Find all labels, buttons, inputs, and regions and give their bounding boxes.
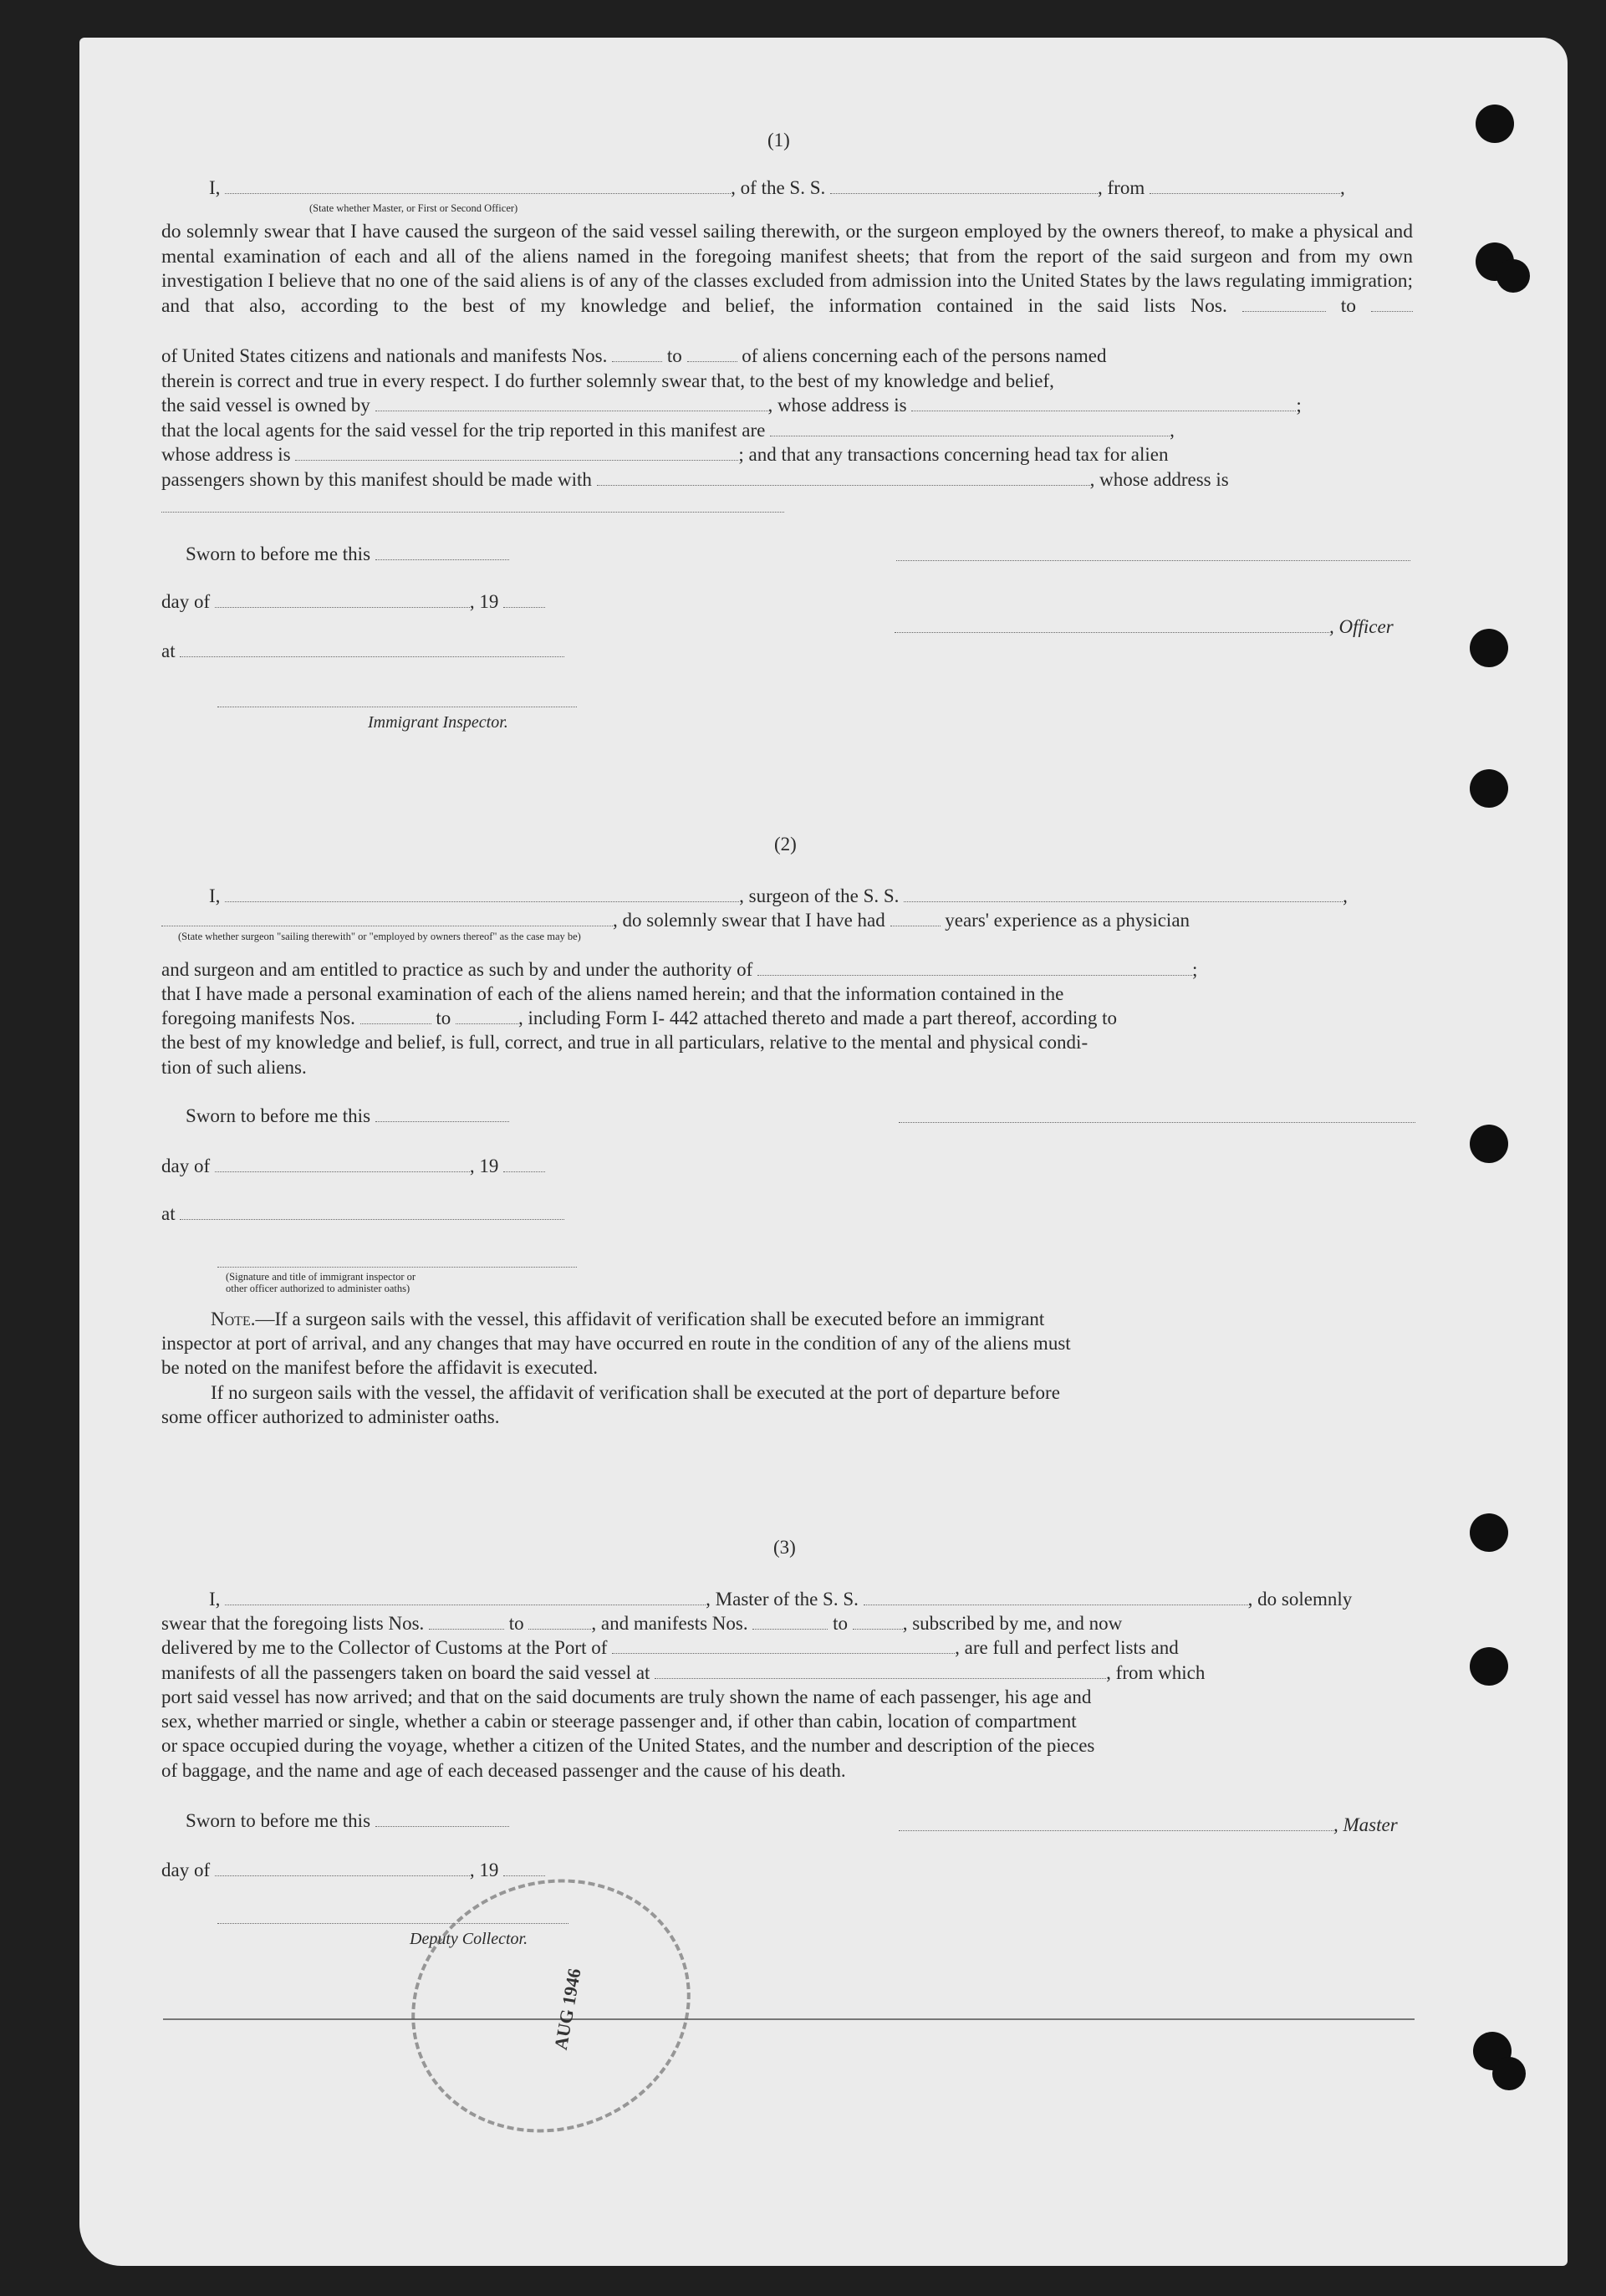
section-1-officer-note: (State whether Master, or First or Second Officer) [309, 202, 518, 214]
section-1-line-cont1: of United States citizens and nationals and manifests Nos. to of aliens concerning each of the persons named [161, 345, 1107, 366]
section-2-authority: and surgeon and am entitled to practice as such by and under the authority of ; [161, 959, 1198, 980]
punch-hole [1470, 1647, 1508, 1686]
section-2-sig-note-2: other officer authorized to administer oaths) [226, 1283, 410, 1294]
section-3-line-2: swear that the foregoing lists Nos. to , and manifests Nos. to , subscribed by me, and now [161, 1613, 1123, 1634]
section-1-local-agents: that the local agents for the said vessel for the trip reported in this manifest are , [161, 420, 1175, 441]
section-2-note-5: some officer authorized to administer oaths. [161, 1406, 500, 1427]
section-3-line-1: I, , Master of the S. S. , do solemnly [209, 1589, 1353, 1610]
section-1-day-of: day of , 19 [161, 589, 545, 614]
section-3-line-4: manifests of all the passengers taken on board the said vessel at , from which [161, 1662, 1206, 1683]
section-2-note-2: inspector at port of arrival, and any changes that may have occurred en route in the condition of any of the aliens must [161, 1333, 1071, 1354]
section-2-sworn: Sworn to before me this [186, 1104, 509, 1128]
section-3-para-1: port said vessel has now arrived; and that on the said documents are truly shown the name of each passenger, his age and [161, 1686, 1092, 1707]
section-1-line-cont3: therein is correct and true in every respect. I do further solemnly swear that, to the best of my knowledge and belief, [161, 370, 1054, 391]
section-2-line-2: , do solemnly swear that I have had years' experience as a physician [161, 908, 1190, 932]
section-3-day-of: day of , 19 [161, 1858, 545, 1882]
punch-hole [1496, 259, 1530, 293]
punch-hole [1470, 1125, 1508, 1163]
deputy-collector-label: Deputy Collector. [410, 1930, 528, 1948]
section-1-number: (1) [767, 130, 790, 151]
immigrant-inspector-label: Immigrant Inspector. [368, 713, 508, 732]
section-1-owned-by: the said vessel is owned by , whose address is ; [161, 395, 1302, 416]
punch-hole [1470, 629, 1508, 667]
punch-hole [1470, 769, 1508, 808]
section-3-para-2: sex, whether married or single, whether a cabin or steerage passenger and, if other than cabin, location of compartment [161, 1711, 1077, 1732]
section-2-note-4: If no surgeon sails with the vessel, the affidavit of verification shall be executed at the port of departure before [211, 1382, 1060, 1403]
punch-hole [1492, 2057, 1526, 2090]
section-2-para-c: tion of such aliens. [161, 1057, 307, 1078]
punch-hole [1470, 1513, 1508, 1552]
section-2-para-a: that I have made a personal examination of each of the aliens named herein; and that the information contained in the [161, 983, 1064, 1004]
section-2-para-b: the best of my knowledge and belief, is full, correct, and true in all particulars, relative to the mental and physical condi- [161, 1032, 1089, 1053]
section-2-number: (2) [774, 834, 797, 855]
section-1-officer: , Officer [895, 615, 1394, 639]
section-1-at: at [161, 639, 564, 663]
section-2-day-of: day of , 19 [161, 1154, 545, 1178]
bottom-rule [163, 2018, 1415, 2020]
section-3-line-3: delivered by me to the Collector of Customs at the Port of , are full and perfect lists and [161, 1637, 1179, 1658]
section-2-sig-note-1: (Signature and title of immigrant inspector or [226, 1271, 416, 1283]
section-3-number: (3) [773, 1537, 796, 1558]
section-1-sworn: Sworn to before me this [186, 542, 509, 566]
section-3-master: , Master [899, 1813, 1398, 1837]
section-1-passengers: passengers shown by this manifest should be made with , whose address is [161, 469, 1229, 490]
section-2-at: at [161, 1202, 564, 1226]
section-3-para-4: of baggage, and the name and age of each deceased passenger and the cause of his death. [161, 1760, 846, 1781]
section-2-note-3: be noted on the manifest before the affidavit is executed. [161, 1357, 598, 1378]
section-1-address: whose address is ; and that any transactions concerning head tax for alien [161, 444, 1169, 465]
section-2-foregoing: foregoing manifests Nos. to , including Form I- 442 attached thereto and made a part thereof, according to [161, 1008, 1117, 1028]
section-2-line-1: I, , surgeon of the S. S. , [209, 885, 1348, 906]
section-2-note-1: Note.—If a surgeon sails with the vessel, this affidavit of verification shall be executed before an immigrant [211, 1309, 1045, 1329]
section-3-para-3: or space occupied during the voyage, whether a citizen of the United States, and the number and description of the pieces [161, 1735, 1095, 1756]
punch-hole [1476, 105, 1514, 143]
section-1-line-1: I, , of the S. S. , from , [209, 177, 1345, 198]
stamp-date: AUG 1946 [549, 1967, 585, 2052]
section-1-paragraph: do solemnly swear that I have caused the surgeon of the said vessel sailing therewith, or the surgeon employed by the owners thereof, to make a physical and mental examination of each and all of the aliens named in the foregoing manifest sheets; that from the report of the said surgeon and from my own investigation I believe that no one of the said aliens is of any of the classes excluded from admission into the United States by the laws regulating immigration; and that also, according to the best of my knowledge and belief, the information contained in the said lists Nos. to [161, 221, 1413, 317]
section-2-surgeon-note: (State whether surgeon "sailing therewith" or "employed by owners thereof" as the case may be) [178, 931, 581, 942]
section-3-sworn: Sworn to before me this [186, 1809, 509, 1833]
